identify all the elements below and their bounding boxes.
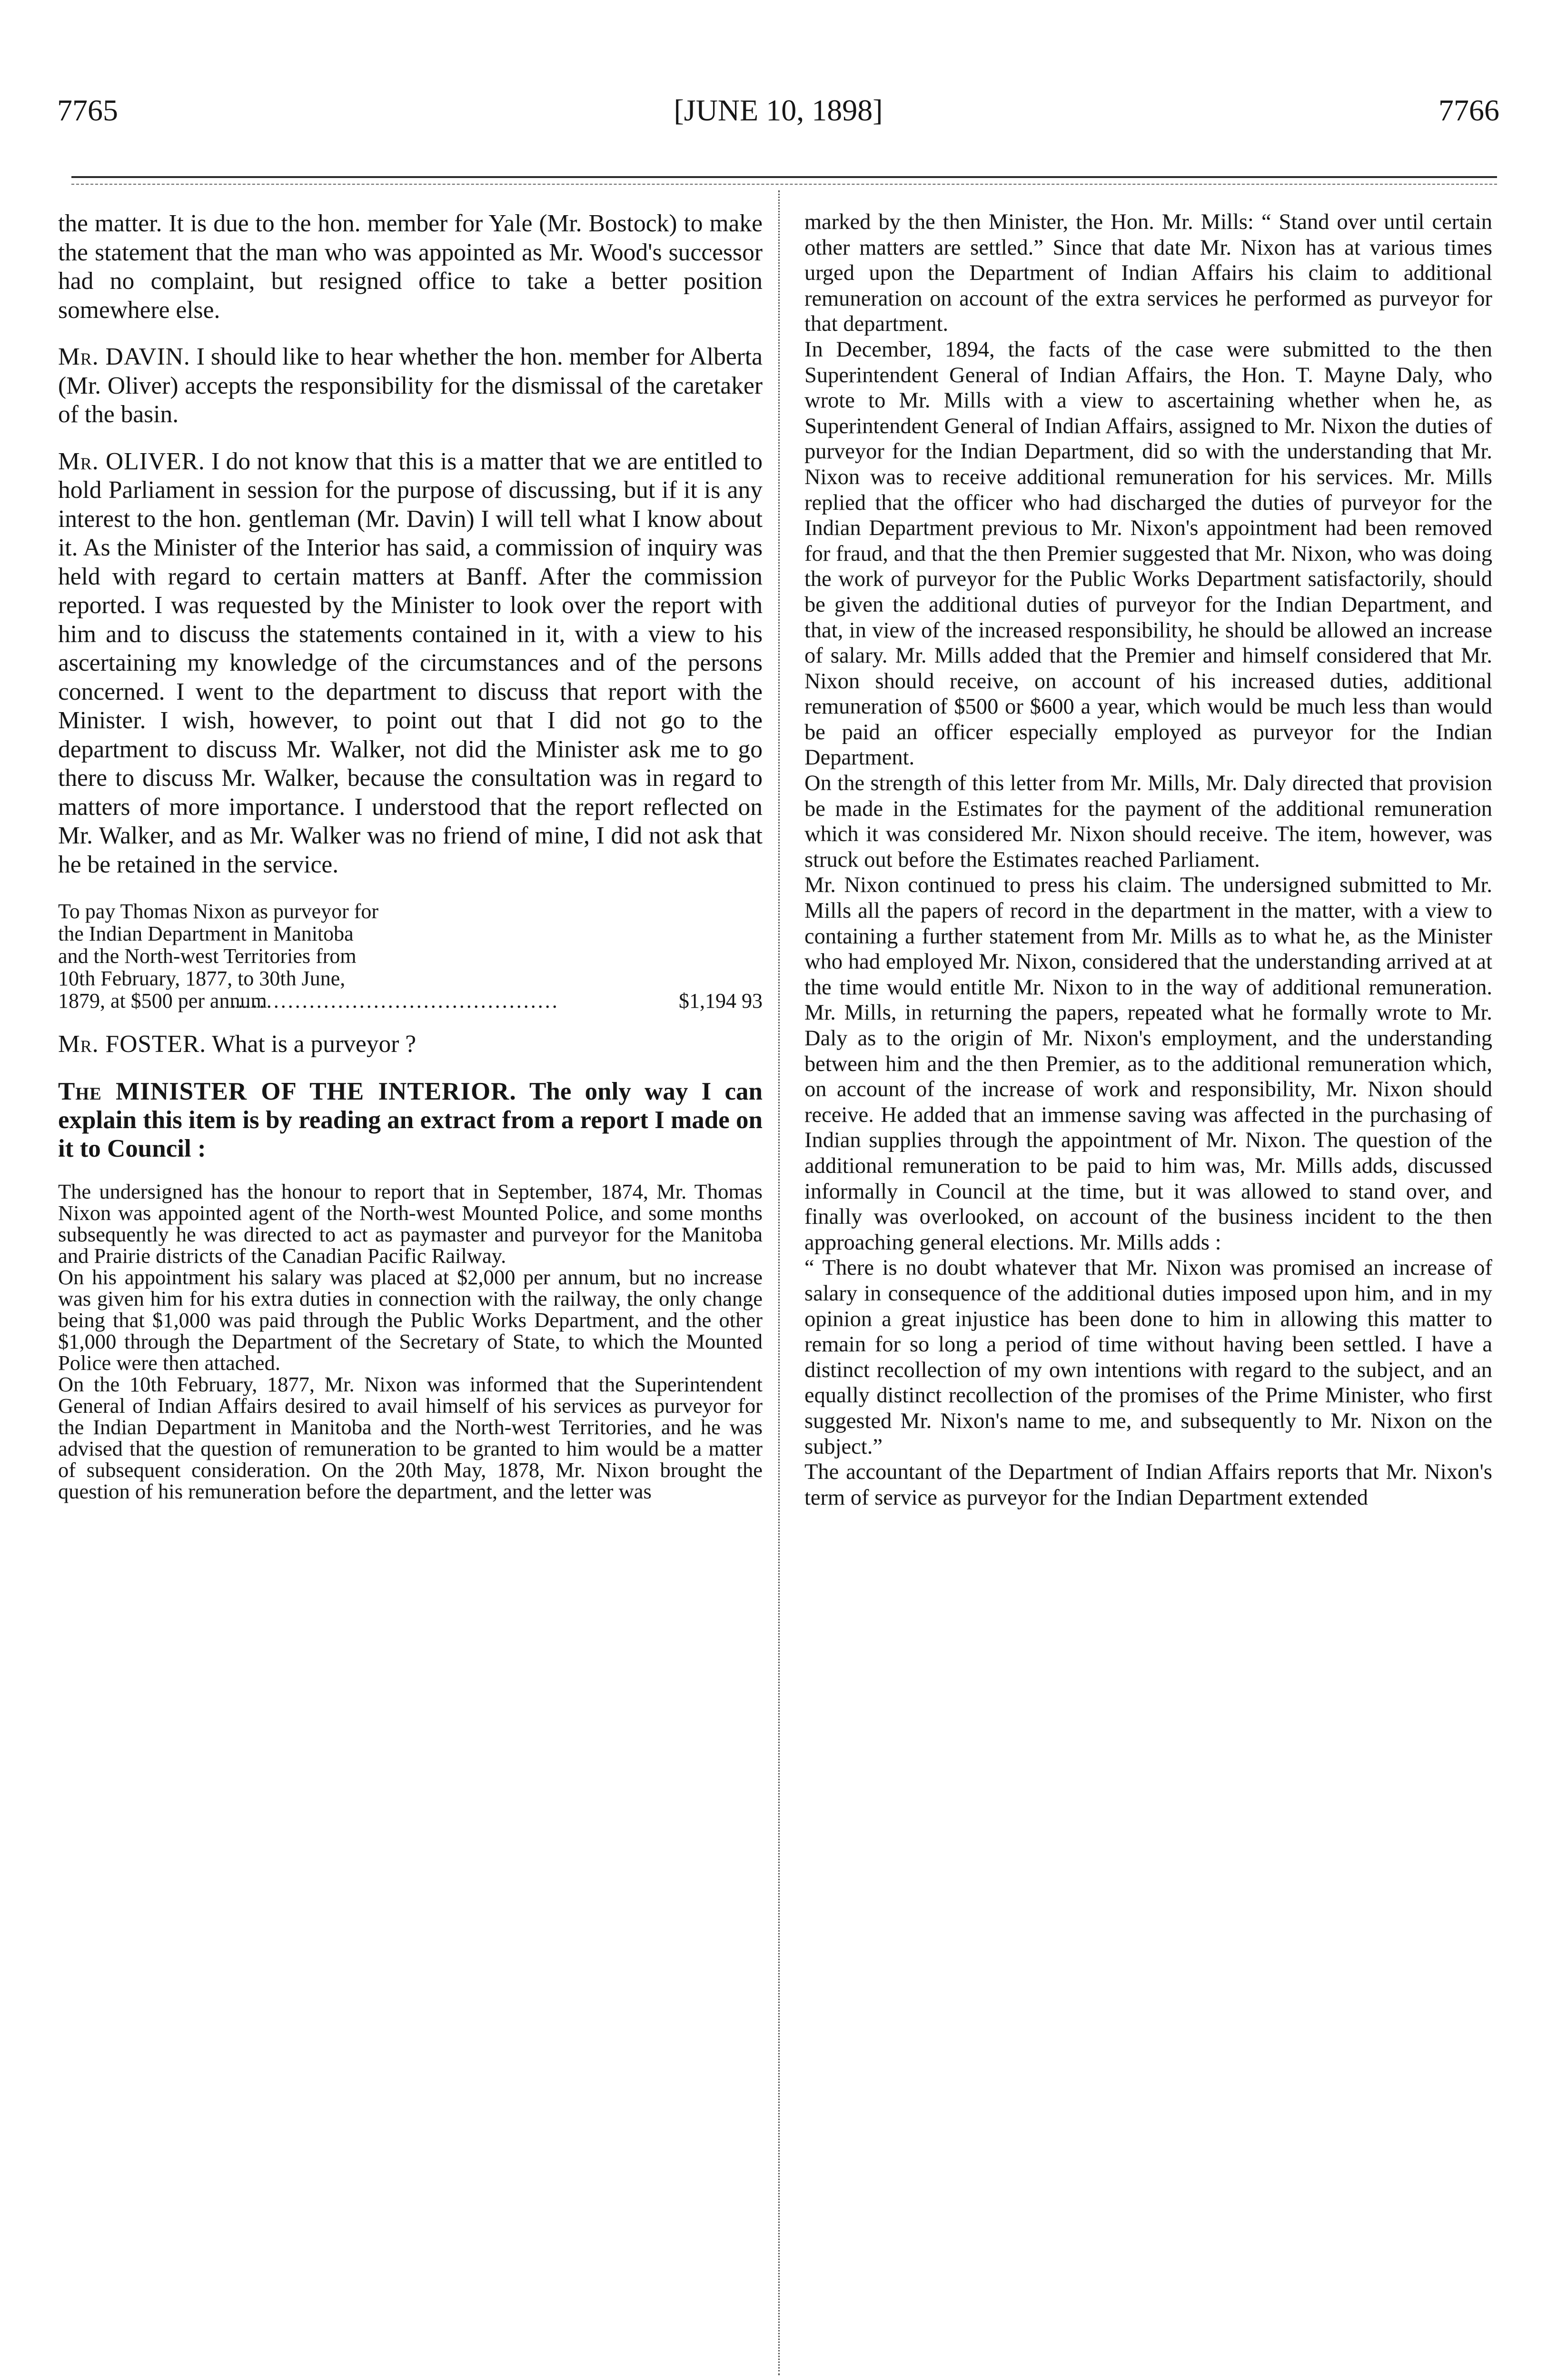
column-divider bbox=[778, 190, 780, 2375]
item-line: 10th February, 1877, to 30th June, bbox=[58, 967, 346, 990]
report-paragraph: On his appointment his salary was placed at $2,000 per annum, but no increase was given him for his extra duties in connection with the railway, the only change being that $1,000 was paid through the Public Works Department, and the other $1,000 through the Department of the Secretary of State, to which the Mounted Police were then attached. bbox=[58, 1265, 763, 1375]
report-paragraph: The undersigned has the honour to report that in September, 1874, Mr. Thomas Nixon was appointed agent of the North-west Mounted Police, and some months subsequently he was directed to act as paymaster and purveyor for the Manitoba and Prairie districts of the Canadian Pacific Railway. bbox=[58, 1179, 763, 1268]
item-line: 1879, at $500 per annum bbox=[58, 989, 267, 1012]
speaker-name: The MINISTER OF THE INTERIOR. bbox=[58, 1077, 516, 1105]
report-paragraph: The accountant of the Department of Indian Affairs reports that Mr. Nixon's term of service as purveyor for the Indian Department extended bbox=[804, 1460, 1492, 1510]
report-extract bbox=[58, 1181, 763, 1502]
report-quote: “ There is no doubt whatever that Mr. Nixon was promised an increase of salary in consequence of the additional duties imposed upon him, and in my opinion a great injustice has been done to him in allowing this matter to remain for so long a period of time without having been settled. I have a distinct recollection of my own intentions with regard to the subject, and an equally distinct recollection of the promises of the Prime Minister, who first suggested Mr. Nixon's name to me, and subsequently to Mr. Nixon on the subject.” bbox=[804, 1256, 1492, 1459]
item-line: To pay Thomas Nixon as purveyor for bbox=[58, 900, 379, 923]
report-paragraph: On the strength of this letter from Mr. Mills, Mr. Daly directed that provision be made in the Estimates for the payment of the additional remuneration which it was considered Mr. Nixon should receive. The item, however, was struck out before the Estimates reached Parliament. bbox=[804, 771, 1492, 872]
leader-dots: .............................................. bbox=[230, 989, 559, 1012]
speaker-name: Mr. DAVIN. bbox=[58, 343, 190, 370]
report-paragraph: On the 10th February, 1877, Mr. Nixon was informed that the Superintendent General of Indian Affairs desired to avail himself of his services as purveyor for the Indian Department in Manitoba and the North-west Territories, and he was advised that the question of remuneration to be granted to him would be a matter of subsequent consideration. On the 20th May, 1878, Mr. Nixon brought the question of his remuneration before the department, and the letter was bbox=[58, 1372, 763, 1503]
speech-text: What is a purveyor ? bbox=[212, 1031, 417, 1058]
report-paragraph: Mr. Nixon continued to press his claim. The undersigned submitted to Mr. Mills all the papers of record in the department in the matter, with a view to containing a further statement from Mr. Mills as to what he, as the Minister who had employed Mr. Nixon, considered that the understanding arrived at at the time would entitle Mr. Nixon to in the way of additional remuneration. Mr. Mills, in returning the papers, repeated what he formally wrote to Mr. Daly as to the origin of Mr. Nixon's employment, and the understanding between him and the then Premier, as to the additional remuneration which, on account of the increase of work and responsibility, Mr. Nixon should receive. He added that an immense saving was affected in the purchasing of Indian supplies through the appointment of Mr. Nixon. The question of the additional remuneration to be paid to him was, Mr. Mills adds, discussed informally in Council at the time, but it was allowed to stand over, and finally was overlooked, on account of the business incident to the then approaching general elections. Mr. Mills adds : bbox=[804, 873, 1492, 1255]
speech-oliver bbox=[58, 447, 763, 880]
page-header bbox=[57, 93, 1499, 140]
header-rule-secondary bbox=[71, 184, 1497, 185]
item-amount-line bbox=[58, 989, 763, 1012]
item-line: and the North-west Territories from bbox=[58, 944, 357, 968]
right-page-number: 7766 bbox=[1438, 93, 1499, 127]
report-paragraph: marked by the then Minister, the Hon. Mr. Mills: “ Stand over until certain other matters are settled.” Since that date Mr. Nixon has at various times urged upon the Department of Indian Affairs his claim to additional remuneration on account of the extra services he performed as purveyor for that department. bbox=[804, 210, 1492, 337]
right-column bbox=[804, 209, 1492, 1510]
speech-text: I should like to hear whether the hon. member for Alberta (Mr. Oliver) accepts the responsibility for the dismissal of the caretaker of the basin. bbox=[58, 343, 763, 428]
report-paragraph: In December, 1894, the facts of the case were submitted to the then Superintendent General of Indian Affairs, the Hon. T. Mayne Daly, who wrote to Mr. Mills with a view to ascertaining whether when he, as Superintendent General of Indian Affairs, assigned to Mr. Nixon the duties of purveyor for the Indian Department, did so with the understanding that Mr. Nixon was to receive additional remuneration for his services. Mr. Mills replied that the officer who had discharged the duties of purveyor for the Indian Department previous to Mr. Nixon's appointment had been removed for fraud, and that the then Premier suggested that Mr. Nixon, who was doing the work of purveyor for the Public Works Department satisfactorily, should be given the additional duties of purveyor for the Indian Department, and that, in view of the increased responsibility, he should be allowed an increase of salary. Mr. Mills added that the Premier and himself considered that Mr. Nixon should receive, on account of his increased duties, additional remuneration of $500 or $600 a year, which would be much less than would be paid an officer especially employed as purveyor for the Indian Department. bbox=[804, 337, 1492, 770]
speech-text: The only way I can explain this item is by reading an extract from a report I made on it to Council : bbox=[58, 1077, 763, 1162]
paragraph: the matter. It is due to the hon. member for Yale (Mr. Bostock) to make the statement that the man who was appointed as Mr. Wood's successor had no complaint, but resigned office to take a better position somewhere else. bbox=[58, 210, 763, 324]
item-line: the Indian Department in Manitoba bbox=[58, 922, 354, 945]
speech-davin bbox=[58, 343, 763, 429]
left-column bbox=[58, 209, 763, 1502]
speaker-name: Mr. FOSTER. bbox=[58, 1031, 207, 1058]
speech-text: I do not know that this is a matter that we are entitled to hold Parliament in session for the purpose of discussing, but if it is any interest to the hon. gentleman (Mr. Davin) I will tell what I know about it. As the Minister of the Interior has said, a commission of inquiry was held with regard to certain matters at Banff. After the commission reported. I was requested by the Minister to look over the report with him and to discuss the statements contained in it, with a view to his ascertaining my knowledge of the circumstances and of the persons concerned. I went to the department to discuss that report with the Minister. I wish, however, to point out that I did not go to the department to discuss Mr. Walker, not did the Minister ask me to go there to discuss Mr. Walker, because the consultation was in regard to matters of more importance. I understood that the report reflected on Mr. Walker, and as Mr. Walker was no friend of mine, I did not ask that he be retained in the service. bbox=[58, 447, 763, 878]
header-rule bbox=[71, 176, 1497, 178]
speech-foster bbox=[58, 1030, 763, 1059]
left-page-number: 7765 bbox=[57, 93, 118, 127]
issue-date: [JUNE 10, 1898] bbox=[674, 93, 883, 127]
estimate-item bbox=[58, 900, 763, 1012]
speaker-name: Mr. OLIVER. bbox=[58, 447, 205, 475]
item-amount: $1,194 93 bbox=[679, 989, 763, 1012]
speech-minister bbox=[58, 1077, 763, 1163]
